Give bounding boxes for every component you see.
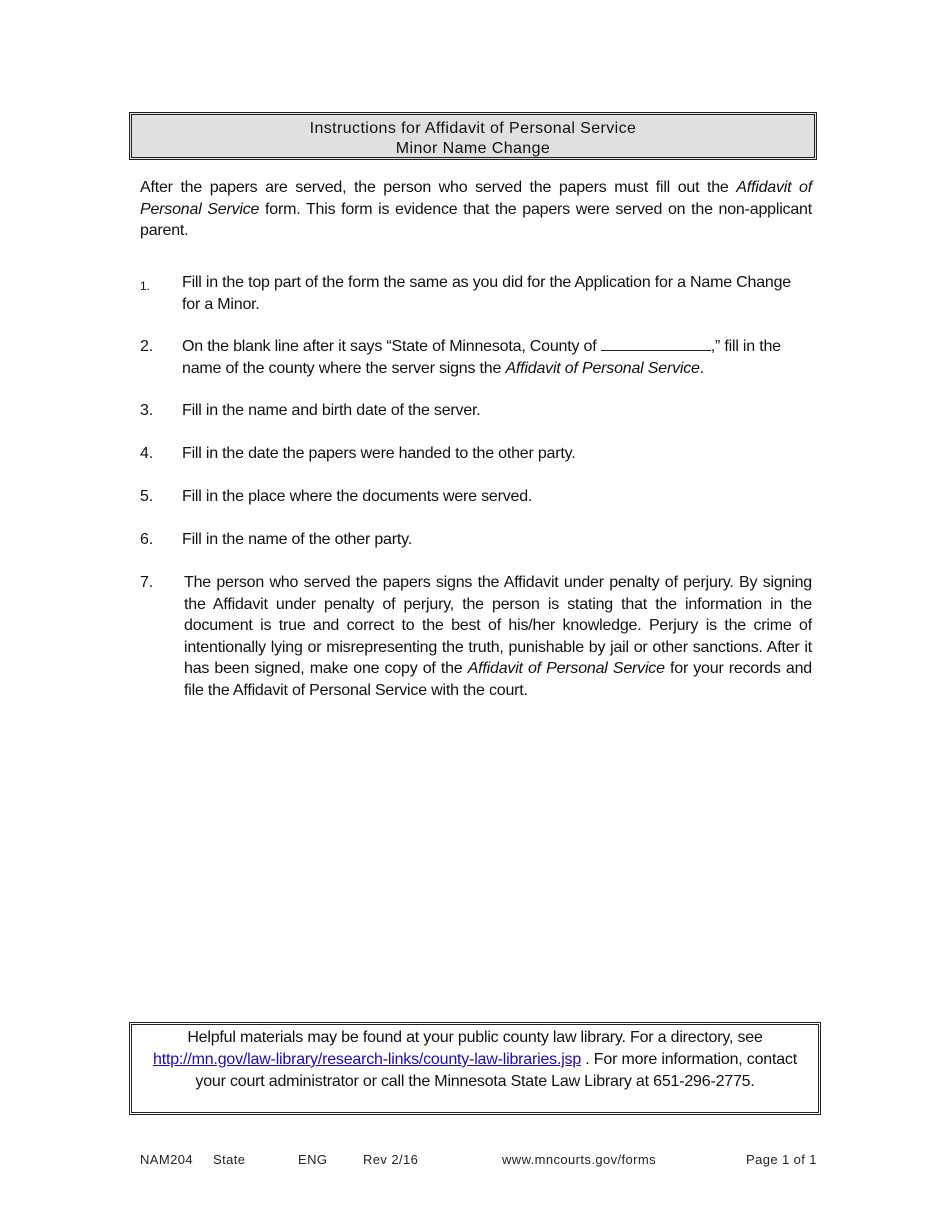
step-text: Fill in the date the papers were handed to the other party. — [182, 445, 576, 462]
step-text: Fill in the top part of the form the same as you did for the Application for a Name Change for a Minor. — [182, 274, 792, 313]
page-number: Page 1 of 1 — [746, 1152, 817, 1167]
form-revision: Rev 2/16 — [363, 1152, 419, 1167]
form-name: Affidavit of Personal Service — [140, 179, 812, 218]
law-library-link[interactable]: http://mn.gov/law-library/research-links/county-law-libraries.jsp — [153, 1051, 582, 1068]
step-number: 7. — [140, 574, 153, 591]
help-box: Helpful materials may be found at your public county law library. For a directory, see http://mn.gov/law-library/research-links/county-law-libraries.jsp . For more information, contact your court administrator or call the Minnesota State Law Library at 651-296-2775. — [129, 1022, 821, 1115]
step-number: 1. — [140, 279, 150, 293]
step-number: 4. — [140, 445, 153, 462]
step-text: Fill in the place where the documents were served. — [182, 488, 533, 505]
step-number: 5. — [140, 488, 153, 505]
document-title: Instructions for Affidavit of Personal Service — [309, 120, 637, 137]
step-text: On the blank line after it says “State of Minnesota, County of ,” fill in the name of the county where the server signs the Affidavit of Personal Service. — [182, 338, 781, 377]
document-subtitle: Minor Name Change — [395, 140, 551, 157]
step-number: 6. — [140, 531, 153, 548]
form-id: NAM204 — [140, 1152, 193, 1167]
step-number: 3. — [140, 402, 153, 419]
step-text: Fill in the name and birth date of the server. — [182, 402, 481, 419]
county-blank-line — [601, 336, 711, 351]
intro-paragraph: After the papers are served, the person who served the papers must fill out the Affidavit of Personal Service form. This form is evidence that the papers were served on the non-applicant parent. — [140, 179, 812, 239]
form-scope: State — [213, 1152, 246, 1167]
forms-website: www.mncourts.gov/forms — [502, 1152, 657, 1167]
step-text: Fill in the name of the other party. — [182, 531, 412, 548]
step-text: The person who served the papers signs the Affidavit under penalty of perjury. By signing the Affidavit under penalty of perjury, the person is stating that the information in the document is true and correct to the best of his/her knowledge. Perjury is the crime of intentionally lying or misrepresenting the truth, punishable by jail or other sanctions. After it has been signed, make one copy of the Affidavit of Personal Service for your records and file the Affidavit of Personal Service with the court. — [184, 574, 813, 699]
form-language: ENG — [298, 1152, 328, 1167]
document-title-box — [129, 112, 817, 160]
step-number: 2. — [140, 338, 153, 355]
